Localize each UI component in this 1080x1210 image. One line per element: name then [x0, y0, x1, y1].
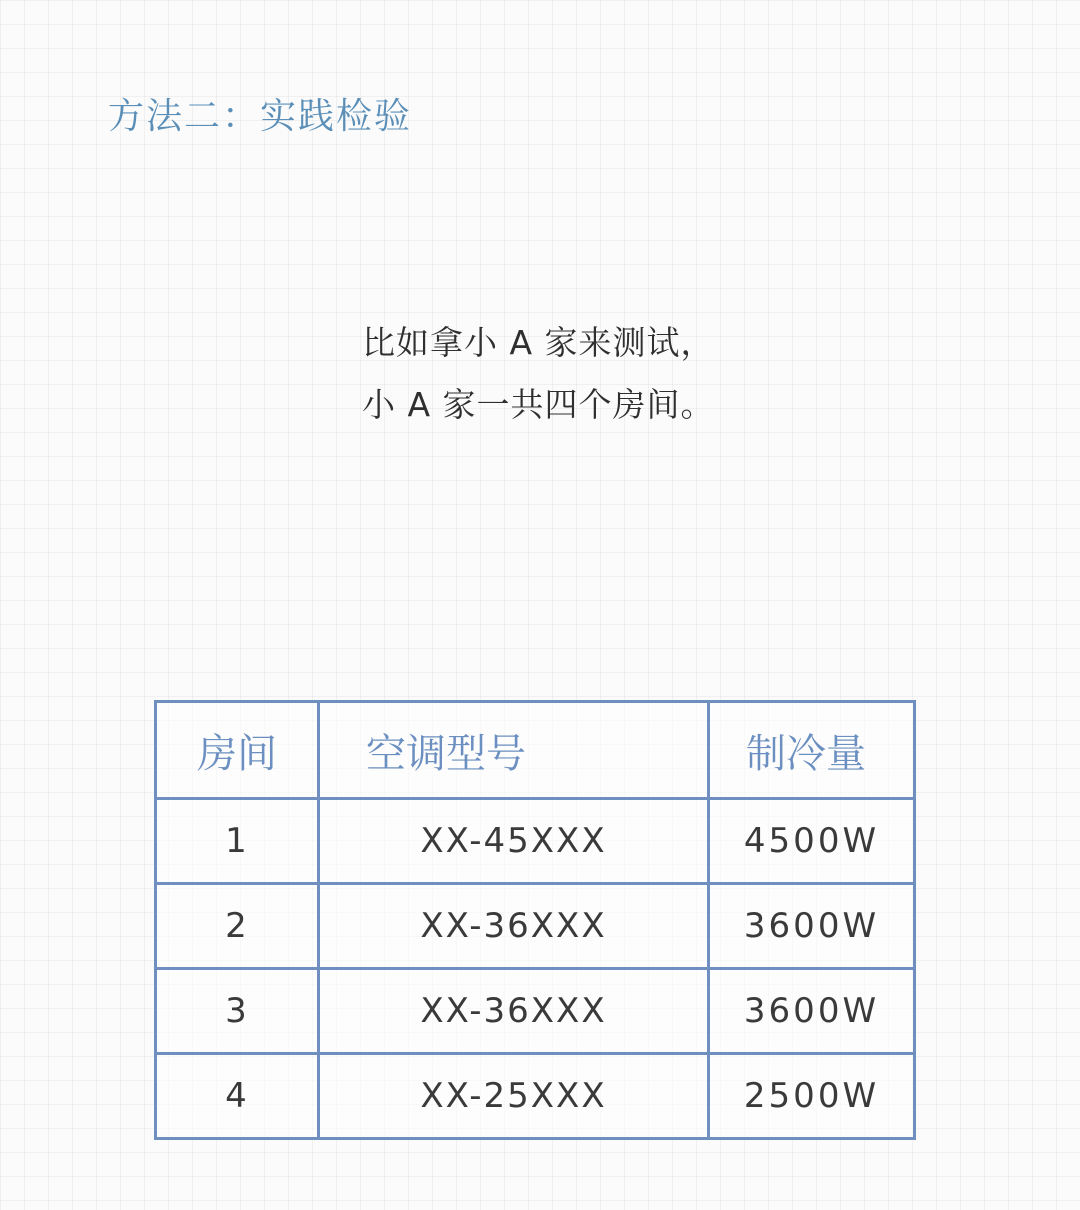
table-header-row [156, 702, 915, 799]
cell-cooling: 4500W [709, 799, 915, 884]
table-row [156, 1054, 915, 1139]
table-row [156, 969, 915, 1054]
cell-cooling: 3600W [709, 969, 915, 1054]
cell-room: 3 [156, 969, 319, 1054]
cell-model: XX-36XXX [319, 884, 709, 969]
page-heading: 方法二：实践检验 [108, 96, 413, 137]
table-row [156, 884, 915, 969]
header-model: 空调型号 [319, 702, 709, 799]
ac-table-container [154, 700, 916, 1124]
cell-model: XX-45XXX [319, 799, 709, 884]
header-room: 房间 [156, 702, 319, 799]
cell-model: XX-25XXX [319, 1054, 709, 1139]
header-cooling-capacity: 制冷量 [709, 702, 915, 799]
cell-room: 1 [156, 799, 319, 884]
cell-room: 4 [156, 1054, 319, 1139]
cell-model: XX-36XXX [319, 969, 709, 1054]
cell-cooling: 3600W [709, 884, 915, 969]
intro-line-2: 小 A 家一共四个房间。 [362, 385, 715, 424]
table-row [156, 799, 915, 884]
intro-text [362, 312, 715, 436]
intro-line-1: 比如拿小 A 家来测试， [362, 323, 715, 362]
cell-cooling: 2500W [709, 1054, 915, 1139]
ac-table [154, 700, 916, 1140]
cell-room: 2 [156, 884, 319, 969]
